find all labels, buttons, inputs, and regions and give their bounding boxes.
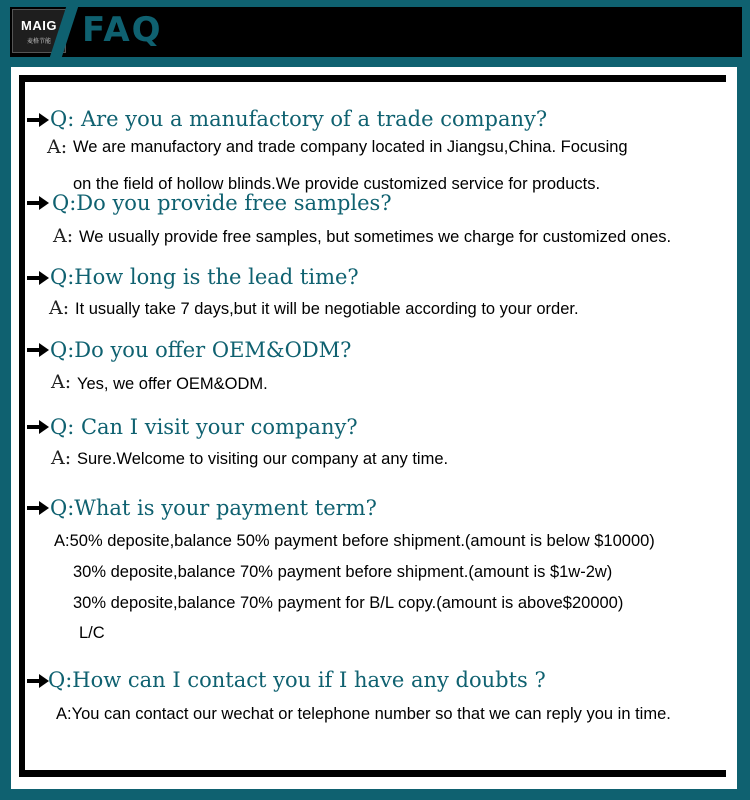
- faq-answer-continued: on the field of hollow blinds.We provide customized service for products.: [73, 175, 601, 193]
- faq-answer: It usually take 7 days,but it will be negotiable according to your order.: [75, 300, 579, 318]
- answer-label: A:: [47, 136, 68, 158]
- faq-question: Q:What is your payment term?: [50, 496, 377, 520]
- arrow-right-icon: [27, 674, 49, 688]
- faq-answer: We are manufactory and trade company located in Jiangsu,China. Focusing: [73, 138, 628, 156]
- faq-list: [25, 82, 727, 770]
- faq-answer-continued: 30% deposite,balance 70% payment before shipment.(amount is $1w-2w): [73, 563, 613, 581]
- logo-text: MAIG: [21, 18, 57, 33]
- faq-answer: A:50% deposite,balance 50% payment before shipment.(amount is below $10000): [54, 532, 655, 550]
- faq-question: Q: Can I visit your company?: [50, 415, 358, 439]
- arrow-right-icon: [27, 501, 49, 515]
- faq-answer: A:You can contact our wechat or telephone number so that we can reply you in time.: [56, 705, 671, 723]
- faq-question: Q: Are you a manufactory of a trade company?: [50, 107, 548, 131]
- answer-label: A:: [53, 225, 74, 247]
- answer-label: A:: [51, 447, 72, 469]
- arrow-right-icon: [27, 271, 49, 285]
- faq-question: Q:Do you offer OEM&ODM?: [50, 338, 352, 362]
- faq-answer: Sure.Welcome to visiting our company at any time.: [77, 450, 449, 468]
- arrow-right-icon: [27, 196, 49, 210]
- faq-answer: Yes, we offer OEM&ODM.: [77, 375, 268, 393]
- arrow-right-icon: [27, 343, 49, 357]
- page-title: FAQ: [82, 10, 163, 50]
- faq-answer-continued: 30% deposite,balance 70% payment for B/L copy.(amount is above$20000): [73, 594, 624, 612]
- faq-question: Q:Do you provide free samples?: [52, 191, 392, 215]
- arrow-right-icon: [27, 420, 49, 434]
- arrow-right-icon: [27, 113, 49, 127]
- faq-answer: We usually provide free samples, but sometimes we charge for customized ones.: [79, 228, 672, 246]
- answer-label: A:: [51, 371, 72, 393]
- answer-label: A:: [49, 297, 70, 319]
- logo-subtext: 麦格节能: [26, 39, 51, 45]
- faq-question: Q:How can I contact you if I have any doubts ?: [48, 668, 546, 692]
- faq-answer-continued: L/C: [79, 624, 105, 642]
- faq-question: Q:How long is the lead time?: [50, 265, 359, 289]
